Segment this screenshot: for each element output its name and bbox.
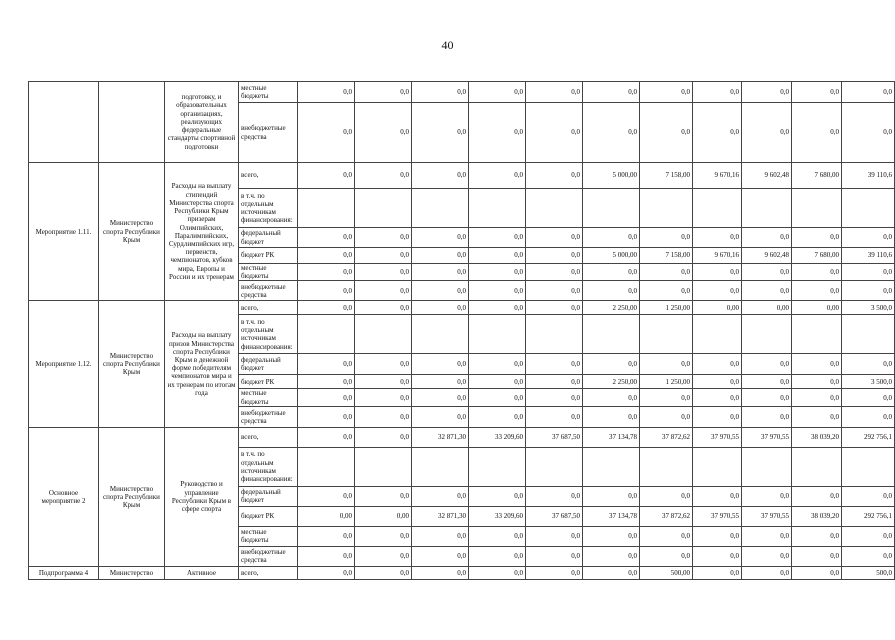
- value-cell: 0,0: [792, 526, 842, 546]
- value-cell: 0,0: [412, 228, 469, 248]
- value-cell: 0,0: [526, 248, 583, 264]
- executor-cell: Министерство спорта Республики Крым: [99, 427, 165, 566]
- value-cell: [792, 447, 842, 486]
- description-cell: Руководство и управление Республики Крым в сфере спорта: [165, 427, 239, 566]
- value-cell: 0,0: [469, 354, 526, 375]
- value-cell: 33 209,60: [469, 427, 526, 447]
- value-cell: 7 158,00: [640, 163, 693, 189]
- value-cell: 0,0: [842, 281, 895, 301]
- value-cell: [526, 189, 583, 228]
- value-cell: [355, 189, 412, 228]
- event-cell: Мероприятие 1.12.: [29, 301, 99, 427]
- value-cell: 0,0: [693, 375, 742, 389]
- value-cell: 0,0: [693, 103, 742, 163]
- source-cell: всего,: [239, 566, 298, 579]
- value-cell: [640, 447, 693, 486]
- value-cell: 0,0: [742, 566, 792, 579]
- value-cell: 1 250,00: [640, 375, 693, 389]
- value-cell: 0,0: [640, 82, 693, 103]
- value-cell: 0,0: [469, 301, 526, 315]
- source-cell: всего,: [239, 301, 298, 315]
- value-cell: 0,0: [412, 354, 469, 375]
- value-cell: 0,00: [742, 301, 792, 315]
- source-cell: всего,: [239, 163, 298, 189]
- value-cell: 0,0: [742, 486, 792, 506]
- value-cell: 0,0: [526, 546, 583, 566]
- value-cell: 0,0: [355, 228, 412, 248]
- value-cell: 0,0: [583, 546, 640, 566]
- value-cell: 500,0: [842, 566, 895, 579]
- value-cell: 0,0: [693, 389, 742, 406]
- source-cell: внебюджетные средства: [239, 103, 298, 163]
- value-cell: 0,0: [298, 546, 355, 566]
- value-cell: [842, 447, 895, 486]
- value-cell: 0,0: [526, 163, 583, 189]
- value-cell: 0,0: [526, 486, 583, 506]
- value-cell: [742, 315, 792, 354]
- value-cell: [412, 189, 469, 228]
- value-cell: [640, 189, 693, 228]
- value-cell: [355, 315, 412, 354]
- value-cell: [742, 447, 792, 486]
- value-cell: 0,0: [412, 389, 469, 406]
- value-cell: 39 110,6: [842, 163, 895, 189]
- value-cell: 0,0: [693, 82, 742, 103]
- value-cell: 0,0: [526, 103, 583, 163]
- value-cell: 0,0: [412, 566, 469, 579]
- value-cell: 0,0: [640, 389, 693, 406]
- value-cell: 0,0: [792, 406, 842, 427]
- event-cell: [29, 82, 99, 163]
- value-cell: [583, 189, 640, 228]
- value-cell: 0,0: [355, 248, 412, 264]
- value-cell: 0,0: [355, 301, 412, 315]
- value-cell: 0,0: [355, 389, 412, 406]
- value-cell: 0,0: [469, 163, 526, 189]
- value-cell: 7 680,00: [792, 248, 842, 264]
- value-cell: 0,0: [355, 375, 412, 389]
- value-cell: 0,0: [842, 354, 895, 375]
- event-cell: Мероприятие 1.11.: [29, 163, 99, 301]
- value-cell: 0,0: [469, 228, 526, 248]
- value-cell: 32 871,30: [412, 427, 469, 447]
- value-cell: 0,0: [640, 228, 693, 248]
- value-cell: 0,0: [693, 566, 742, 579]
- value-cell: [693, 315, 742, 354]
- value-cell: 0,0: [583, 82, 640, 103]
- value-cell: 0,0: [526, 228, 583, 248]
- value-cell: 0,0: [742, 103, 792, 163]
- value-cell: 7 680,00: [792, 163, 842, 189]
- executor-cell: Министерство спорта Республики Крым: [99, 301, 165, 427]
- value-cell: 292 756,1: [842, 506, 895, 526]
- value-cell: [526, 447, 583, 486]
- value-cell: 0,0: [298, 103, 355, 163]
- source-cell: внебюджетные средства: [239, 406, 298, 427]
- source-cell: бюджет РК: [239, 248, 298, 264]
- value-cell: [526, 315, 583, 354]
- value-cell: 0,0: [842, 486, 895, 506]
- executor-cell: Министерство спорта Республики Крым: [99, 163, 165, 301]
- value-cell: 0,00: [792, 301, 842, 315]
- value-cell: 37 970,55: [693, 506, 742, 526]
- value-cell: 0,0: [583, 566, 640, 579]
- value-cell: 0,0: [469, 103, 526, 163]
- value-cell: 0,0: [469, 566, 526, 579]
- value-cell: 0,0: [526, 406, 583, 427]
- value-cell: 0,0: [298, 526, 355, 546]
- value-cell: [742, 189, 792, 228]
- value-cell: 0,0: [355, 546, 412, 566]
- value-cell: 0,0: [583, 389, 640, 406]
- value-cell: 0,0: [526, 566, 583, 579]
- source-cell: местные бюджеты: [239, 264, 298, 281]
- value-cell: 5 000,00: [583, 248, 640, 264]
- source-cell: местные бюджеты: [239, 526, 298, 546]
- value-cell: 0,0: [469, 546, 526, 566]
- value-cell: 0,0: [583, 103, 640, 163]
- value-cell: 0,0: [842, 228, 895, 248]
- value-cell: 0,0: [298, 389, 355, 406]
- value-cell: 0,0: [640, 264, 693, 281]
- value-cell: 3 500,0: [842, 301, 895, 315]
- source-cell: бюджет РК: [239, 375, 298, 389]
- value-cell: 0,0: [842, 406, 895, 427]
- value-cell: 0,0: [298, 406, 355, 427]
- value-cell: 0,0: [842, 264, 895, 281]
- value-cell: 0,0: [355, 281, 412, 301]
- value-cell: 9 602,48: [742, 248, 792, 264]
- value-cell: [842, 189, 895, 228]
- value-cell: 0,0: [583, 354, 640, 375]
- table-row: [29, 82, 895, 103]
- executor-cell: [99, 82, 165, 163]
- value-cell: 0,0: [298, 375, 355, 389]
- value-cell: 0,0: [469, 375, 526, 389]
- value-cell: [583, 447, 640, 486]
- value-cell: 37 872,62: [640, 506, 693, 526]
- description-cell: Активное: [165, 566, 239, 579]
- value-cell: 0,0: [792, 354, 842, 375]
- value-cell: 0,0: [469, 82, 526, 103]
- value-cell: 0,0: [583, 486, 640, 506]
- value-cell: 0,0: [298, 427, 355, 447]
- value-cell: 0,0: [355, 163, 412, 189]
- value-cell: [355, 447, 412, 486]
- value-cell: 0,0: [412, 103, 469, 163]
- value-cell: 33 209,60: [469, 506, 526, 526]
- value-cell: 0,0: [792, 103, 842, 163]
- value-cell: 7 158,00: [640, 248, 693, 264]
- description-cell: подготовку, и образовательных организациях, реализующих федеральные стандарты спортивной подготовки: [165, 82, 239, 163]
- value-cell: 500,00: [640, 566, 693, 579]
- value-cell: 37 687,50: [526, 506, 583, 526]
- value-cell: 0,0: [640, 546, 693, 566]
- value-cell: 0,0: [412, 486, 469, 506]
- value-cell: 0,0: [792, 228, 842, 248]
- event-cell: Подпрограмма 4: [29, 566, 99, 579]
- value-cell: 0,0: [693, 546, 742, 566]
- value-cell: 0,0: [298, 82, 355, 103]
- value-cell: 0,00: [298, 506, 355, 526]
- value-cell: 3 500,0: [842, 375, 895, 389]
- value-cell: 0,0: [693, 264, 742, 281]
- description-cell: Расходы на выплату призов Министерства спорта Республики Крым в денежной форме победителям чемпионатов мира и их тренерам по итогам года: [165, 301, 239, 427]
- value-cell: 37 687,50: [526, 427, 583, 447]
- value-cell: 0,0: [298, 248, 355, 264]
- value-cell: [469, 447, 526, 486]
- value-cell: 0,0: [412, 301, 469, 315]
- value-cell: 0,0: [742, 354, 792, 375]
- value-cell: 0,0: [742, 281, 792, 301]
- value-cell: 0,0: [412, 406, 469, 427]
- page-number: 40: [441, 38, 454, 52]
- value-cell: 0,0: [792, 264, 842, 281]
- value-cell: [469, 189, 526, 228]
- value-cell: 0,0: [355, 526, 412, 546]
- value-cell: 0,0: [526, 301, 583, 315]
- value-cell: 0,0: [355, 486, 412, 506]
- value-cell: 0,0: [298, 264, 355, 281]
- value-cell: 0,0: [842, 389, 895, 406]
- value-cell: 0,0: [693, 486, 742, 506]
- value-cell: 5 000,00: [583, 163, 640, 189]
- value-cell: 0,0: [412, 546, 469, 566]
- value-cell: 0,0: [412, 264, 469, 281]
- value-cell: [842, 315, 895, 354]
- value-cell: 0,0: [469, 389, 526, 406]
- value-cell: 0,0: [792, 546, 842, 566]
- value-cell: 0,0: [583, 281, 640, 301]
- source-cell: федеральный бюджет: [239, 354, 298, 375]
- value-cell: 2 250,00: [583, 375, 640, 389]
- source-cell: местные бюджеты: [239, 389, 298, 406]
- value-cell: 0,0: [355, 566, 412, 579]
- value-cell: 0,0: [469, 486, 526, 506]
- source-cell: бюджет РК: [239, 506, 298, 526]
- value-cell: 0,0: [355, 406, 412, 427]
- value-cell: 1 250,00: [640, 301, 693, 315]
- value-cell: [792, 315, 842, 354]
- source-cell: в т.ч. по отдельным источникам финансирования:: [239, 315, 298, 354]
- value-cell: 0,0: [298, 228, 355, 248]
- value-cell: 0,0: [526, 281, 583, 301]
- value-cell: 0,0: [526, 389, 583, 406]
- value-cell: 0,0: [792, 566, 842, 579]
- value-cell: 0,0: [526, 375, 583, 389]
- value-cell: 0,0: [412, 248, 469, 264]
- value-cell: 2 250,00: [583, 301, 640, 315]
- value-cell: [412, 315, 469, 354]
- value-cell: 0,0: [742, 82, 792, 103]
- source-cell: всего,: [239, 427, 298, 447]
- value-cell: 0,00: [693, 301, 742, 315]
- value-cell: 0,0: [469, 526, 526, 546]
- value-cell: 0,0: [792, 389, 842, 406]
- value-cell: [792, 189, 842, 228]
- value-cell: 0,0: [640, 486, 693, 506]
- description-cell: Расходы на выплату стипендий Министерства спорта Республики Крым призерам Олимпийских, Паралимпийских, Сурдлимпийских игр, первенств, чемпионатов, кубков мира, Европы и России и их тренерам: [165, 163, 239, 301]
- value-cell: [693, 189, 742, 228]
- value-cell: 0,0: [640, 103, 693, 163]
- value-cell: 0,0: [412, 526, 469, 546]
- value-cell: 0,0: [640, 354, 693, 375]
- value-cell: 0,0: [583, 526, 640, 546]
- table-row: [29, 163, 895, 189]
- source-cell: в т.ч. по отдельным источникам финансирования:: [239, 447, 298, 486]
- value-cell: 0,0: [355, 264, 412, 281]
- value-cell: 0,0: [412, 375, 469, 389]
- value-cell: 0,0: [526, 264, 583, 281]
- value-cell: 0,0: [842, 546, 895, 566]
- value-cell: 0,0: [526, 526, 583, 546]
- value-cell: 0,0: [742, 546, 792, 566]
- source-cell: местные бюджеты: [239, 82, 298, 103]
- value-cell: 37 872,62: [640, 427, 693, 447]
- value-cell: 37 134,78: [583, 506, 640, 526]
- value-cell: [412, 447, 469, 486]
- value-cell: 0,0: [298, 354, 355, 375]
- value-cell: 37 970,55: [742, 427, 792, 447]
- value-cell: 39 110,6: [842, 248, 895, 264]
- value-cell: 0,0: [526, 354, 583, 375]
- value-cell: 0,0: [842, 526, 895, 546]
- source-cell: федеральный бюджет: [239, 486, 298, 506]
- executor-cell: Министерство: [99, 566, 165, 579]
- value-cell: 9 602,48: [742, 163, 792, 189]
- value-cell: 0,0: [355, 103, 412, 163]
- value-cell: 37 134,78: [583, 427, 640, 447]
- source-cell: внебюджетные средства: [239, 281, 298, 301]
- value-cell: [298, 447, 355, 486]
- value-cell: 0,0: [640, 406, 693, 427]
- value-cell: [298, 189, 355, 228]
- value-cell: 0,0: [298, 566, 355, 579]
- value-cell: [583, 315, 640, 354]
- table-row: [29, 566, 895, 579]
- value-cell: 0,0: [842, 82, 895, 103]
- value-cell: 0,0: [298, 281, 355, 301]
- value-cell: 0,0: [742, 406, 792, 427]
- source-cell: федеральный бюджет: [239, 228, 298, 248]
- value-cell: [469, 315, 526, 354]
- value-cell: [693, 447, 742, 486]
- value-cell: 0,0: [693, 406, 742, 427]
- value-cell: 0,0: [742, 375, 792, 389]
- value-cell: 0,0: [693, 281, 742, 301]
- value-cell: 0,0: [469, 248, 526, 264]
- table-row: [29, 301, 895, 315]
- value-cell: 0,0: [693, 526, 742, 546]
- value-cell: 292 756,1: [842, 427, 895, 447]
- value-cell: 0,0: [742, 526, 792, 546]
- value-cell: 0,0: [792, 82, 842, 103]
- value-cell: 0,0: [412, 281, 469, 301]
- event-cell: Основное мероприятие 2: [29, 427, 99, 566]
- value-cell: 0,0: [693, 228, 742, 248]
- value-cell: 0,0: [412, 163, 469, 189]
- value-cell: 0,0: [583, 406, 640, 427]
- value-cell: 0,0: [742, 389, 792, 406]
- value-cell: 0,0: [469, 281, 526, 301]
- value-cell: 0,0: [792, 281, 842, 301]
- value-cell: 0,0: [469, 264, 526, 281]
- value-cell: 38 039,20: [792, 427, 842, 447]
- value-cell: 0,0: [355, 82, 412, 103]
- value-cell: 0,0: [842, 103, 895, 163]
- value-cell: 0,0: [640, 281, 693, 301]
- value-cell: 0,0: [355, 427, 412, 447]
- value-cell: 0,0: [412, 82, 469, 103]
- value-cell: [640, 315, 693, 354]
- value-cell: 0,0: [583, 228, 640, 248]
- source-cell: в т.ч. по отдельным источникам финансирования:: [239, 189, 298, 228]
- value-cell: 0,0: [693, 354, 742, 375]
- value-cell: 0,0: [298, 301, 355, 315]
- value-cell: 0,0: [526, 82, 583, 103]
- table-row: [29, 427, 895, 447]
- value-cell: 0,0: [355, 354, 412, 375]
- value-cell: 37 970,55: [742, 506, 792, 526]
- budget-table: [28, 81, 895, 580]
- value-cell: 0,0: [640, 526, 693, 546]
- value-cell: [298, 315, 355, 354]
- value-cell: 37 970,55: [693, 427, 742, 447]
- value-cell: 0,0: [792, 375, 842, 389]
- value-cell: 0,0: [298, 163, 355, 189]
- value-cell: 0,0: [469, 406, 526, 427]
- value-cell: 0,0: [792, 486, 842, 506]
- source-cell: внебюджетные средства: [239, 546, 298, 566]
- value-cell: 0,0: [742, 228, 792, 248]
- value-cell: 32 871,30: [412, 506, 469, 526]
- value-cell: 0,0: [742, 264, 792, 281]
- value-cell: 38 039,20: [792, 506, 842, 526]
- value-cell: 0,00: [355, 506, 412, 526]
- value-cell: 9 670,16: [693, 248, 742, 264]
- value-cell: 0,0: [298, 486, 355, 506]
- value-cell: 9 670,16: [693, 163, 742, 189]
- value-cell: 0,0: [583, 264, 640, 281]
